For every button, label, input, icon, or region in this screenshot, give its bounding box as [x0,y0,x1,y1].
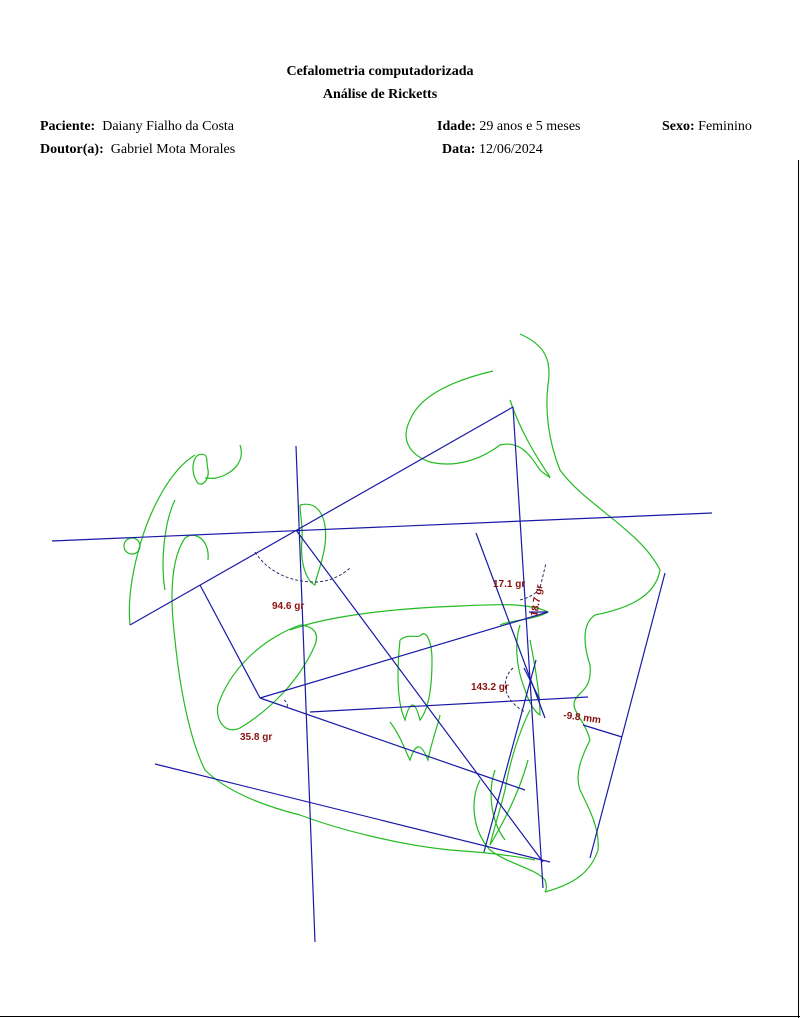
ramus-outline [172,538,535,860]
construction-lines [52,407,712,942]
porion-circle [124,538,140,554]
report-title: Cefalometria computadorizada [286,64,474,79]
facial-axis-arc [255,552,350,582]
facial-axis-angle-label: 94.6 gr [272,601,305,612]
nasal-bone [510,400,550,477]
date-label: Data: [442,142,476,157]
occipital-curve [129,455,195,625]
lower-incisor-angle-label: 18.7 gr [529,583,546,618]
exam-date: 12/06/2024 [478,142,543,157]
anatomy-tracing [124,334,660,892]
patient-sex: Feminino [698,119,752,134]
upper-incisor [517,625,540,715]
patient-name: Daiany Fialho da Costa [102,119,235,134]
palatal-plane-tracing [290,605,548,630]
report-subtitle: Análise de Ricketts [322,87,438,102]
ear-outline [193,454,208,484]
doctor-label: Doutor(a): [40,142,104,157]
patient-label: Paciente: [40,119,96,134]
pterygomaxillary-fissure [217,625,316,730]
soft-tissue-profile [520,334,660,892]
lower-lip-distance-label: -9.8 mm [562,710,602,727]
ear-loop [205,445,241,478]
frankfort-horizontal [52,513,712,541]
patient-age: 29 anos e 5 meses [479,119,581,134]
frontal-bone [406,371,550,478]
sex-label: Sexo: [662,119,695,134]
pterygoid-vertical [296,446,315,942]
interincisal-angle-label: 143.2 gr [471,682,509,693]
xi-occlusal-line [260,698,525,790]
mandibular-plane-angle-label: 35.8 gr [240,732,273,743]
symphysis [474,780,546,892]
upper-incisor-angle-label: 17.1 gr [493,579,526,590]
nasion-pogonion-line [513,407,546,888]
doctor-name: Gabriel Mota Morales [110,142,236,157]
occlusal-plane [310,697,588,712]
age-label: Idade: [437,119,476,134]
lower-molar [390,715,440,760]
sella-nasion-line [130,407,513,625]
condyle [185,535,208,560]
